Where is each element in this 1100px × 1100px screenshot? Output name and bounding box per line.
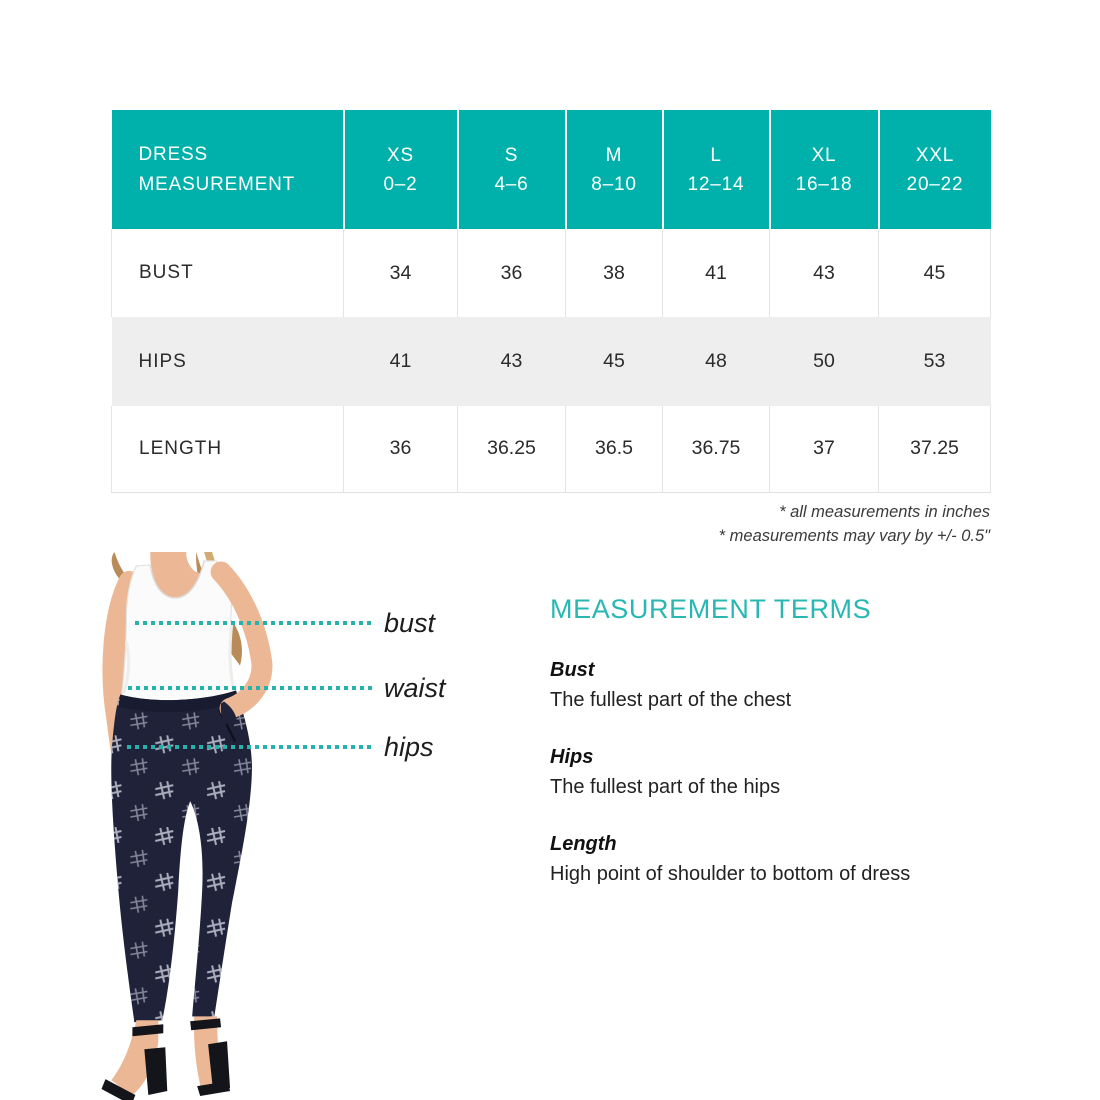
hips-xs: 41	[344, 317, 458, 406]
footnote-variance: * measurements may vary by +/- 0.5"	[718, 527, 990, 545]
measurement-footnotes	[719, 500, 990, 548]
bust-m: 38	[566, 229, 663, 317]
size-chart-table	[111, 110, 991, 493]
hips-xxl: 53	[879, 317, 991, 406]
term-bust-definition: The fullest part of the chest	[550, 689, 792, 711]
waist-guide-line	[128, 686, 373, 690]
table-row-bust	[112, 229, 991, 317]
size-column-xxl: XXL 20–22	[879, 110, 991, 229]
term-hips-definition: The fullest part of the hips	[550, 776, 781, 798]
measurement-terms-section	[550, 594, 980, 916]
bust-xl: 43	[770, 229, 879, 317]
term-hips-name: Hips	[550, 746, 594, 768]
table-row-hips	[112, 317, 991, 406]
bust-guide-line	[135, 621, 373, 625]
bust-xs: 34	[344, 229, 458, 317]
size-chart-header-row	[112, 110, 991, 229]
size-column-s: S 4–6	[458, 110, 566, 229]
model-illustration	[100, 552, 380, 1100]
pants	[111, 690, 252, 1022]
size-column-l: L 12–14	[663, 110, 770, 229]
bust-l: 41	[663, 229, 770, 317]
footnote-inches: * all measurements in inches	[779, 503, 990, 521]
table-title: DRESS MEASUREMENT	[138, 143, 296, 195]
waist-line-label: waist	[384, 673, 446, 703]
model-photo	[100, 552, 380, 1100]
hips-m: 45	[566, 317, 663, 406]
length-xxl: 37.25	[879, 406, 991, 492]
term-hips	[550, 742, 980, 802]
measurement-terms-title: MEASUREMENT TERMS	[550, 594, 872, 624]
hips-line-label: hips	[384, 732, 434, 762]
term-length-name: Length	[550, 833, 617, 855]
term-length-definition: High point of shoulder to bottom of dress	[550, 863, 911, 885]
term-bust-name: Bust	[550, 659, 595, 681]
size-column-xl: XL 16–18	[770, 110, 879, 229]
size-column-m: M 8–10	[566, 110, 663, 229]
hips-xl: 50	[770, 317, 879, 406]
hips-guide-line	[127, 745, 373, 749]
bust-s: 36	[458, 229, 566, 317]
term-bust	[550, 655, 980, 715]
table-row-length	[112, 406, 991, 492]
table-title-cell	[112, 110, 344, 229]
length-xs: 36	[344, 406, 458, 492]
right-shoe	[190, 1016, 230, 1096]
length-xl: 37	[770, 406, 879, 492]
term-length	[550, 829, 980, 889]
bust-xxl: 45	[879, 229, 991, 317]
length-s: 36.25	[458, 406, 566, 492]
row-label-hips: HIPS	[112, 317, 344, 406]
length-l: 36.75	[663, 406, 770, 492]
bust-line-label: bust	[384, 608, 436, 638]
length-m: 36.5	[566, 406, 663, 492]
size-column-xs: XS 0–2	[344, 110, 458, 229]
row-label-length: LENGTH	[112, 406, 344, 492]
left-shoe	[102, 1020, 168, 1100]
hips-s: 43	[458, 317, 566, 406]
hips-l: 48	[663, 317, 770, 406]
row-label-bust: BUST	[112, 229, 344, 317]
